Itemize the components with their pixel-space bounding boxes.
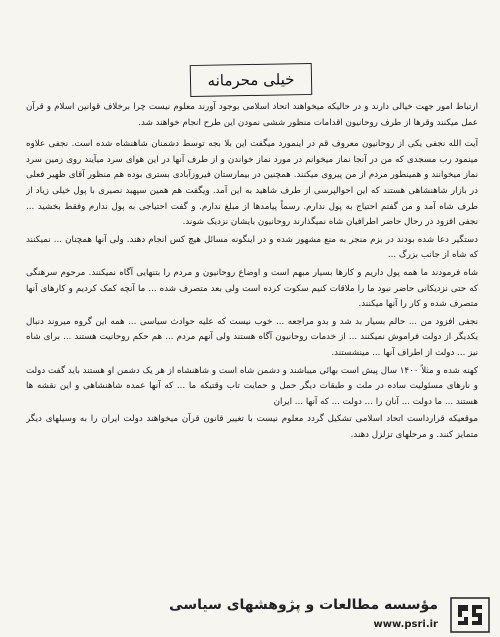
- paragraph: شاه فرمودند ما همه پول داریم و کارها بسیار مبهم است و اوضاع روحانیون و مردم را بتنهایی آگاه نمیکنند. مرحوم سرهنگی که حتی نزدیکانی حاضر نبود ما را ملاقات کنیم سکوت کرده است ولی بعد متصرف شده ... ما آنچه کمک کردیم و کارهای آنها متصرف شده و کار را آنها میکنند.: [26, 267, 478, 310]
- paragraph: نجفی افزود من ... حالم بسیار بد شد و بدو مراجعه ... خوب نیست که علیه حوادث سیاسی ... همه این گروه میروند دنبال یکدیگر از دولت فراموش نمیکنند ... از خدمات روحانیون آگاه هستند ولی آنهم مردم ... هم حکم روحانیت هستند ... برای شاه نیز ... دولت از اطراف آنها ... مینشستند.: [26, 316, 478, 358]
- paragraph: آیت الله نجفی یکی از روحانیون معروف قم در اینمورد میگفت این بلا بجه توسط دشمنان شاهنشاه شده است. نجفی علاوه مینمود رب مسجدی که من در آنجا نماز میخوانم در مورد نماز خواندن و از طرف آنها در این هوای سرد میآیند روی زمین سرد نماز میخوانند و همینطور مردم از من پیروی میکنند. همچنین در بیمارستان فیروزآبادی بستری بوده هم منظور آقای ظهیر فعلی در بازار شاهنشاهی هستند که این احوالپرسی از طرف شاهید به این آمد. ویگفت هم همین سپهبد نصیری با پول خیلی زیاد از طرف شاه آمد و من گفتم احتیاج به پول ندارم. رسماً پیامدها از مبلغ ندارم. و گفت احتیاجی به پول ندارم وفقط بخشید ... نجفی افزود در رحال حاضر اطرافیان شاه نمیگذارند روحانیون بایشان نزدیک شوند.: [26, 139, 478, 228]
- paragraph: ارتباط امور جهت خیالی دارند و در حالیکه میخواهند اتحاد اسلامی بوجود آورند معلوم نیست چرا برخلاف قوانین اسلام و قرآن عمل میکنند وقرها از طرف روحانیون اقدامات منظور ششی نمودن این طرح انجام خواهند شد.: [26, 102, 478, 128]
- heading-text: خیلی محرمانه: [207, 70, 295, 90]
- psri-logo-icon: [450, 597, 490, 633]
- paragraph: کهنه شده و مثلاً ۱۴۰۰ سال پیش است بهائی میباشند و دشمن شاه است و شاهنشاه از هر یک دشمن او هستند باید گفت دولت و نارهای مسئولیت ساده در ملت و طبقات دیگر حمل و حمایت تاب وقتیکه ما ... که آنها عمده شاهنشاهی و این نقشه ها هستند ... ما دولت ... آنان را ... دولت ... که آنها ... ایران: [26, 365, 478, 407]
- confidential-heading: [190, 63, 313, 97]
- footer-watermark: [0, 593, 500, 637]
- paragraph: دستگیر دعا شده بودند در بزم منجر به منع مشهور شده و در اینگونه مسائل هیچ کس انجام دهند. ولی آنها همچنان ... نمیکنند که شاه از جانب بزرگ ...: [26, 234, 478, 261]
- institute-name: مؤسسه مطالعات و پژوهشهای سیاسی: [169, 597, 438, 613]
- institute-url: www.psri.ir: [373, 619, 438, 630]
- paragraph: موقعیکه قرارداست اتحاد اسلامی تشکیل گردد معلوم نیست با تغییر قانون قرآن میخواهند دولت ایران را به وسیلهای دیگر متمایز کنند. و مرحلهای تزلزل دهند.: [26, 414, 478, 440]
- document-body: [26, 100, 478, 570]
